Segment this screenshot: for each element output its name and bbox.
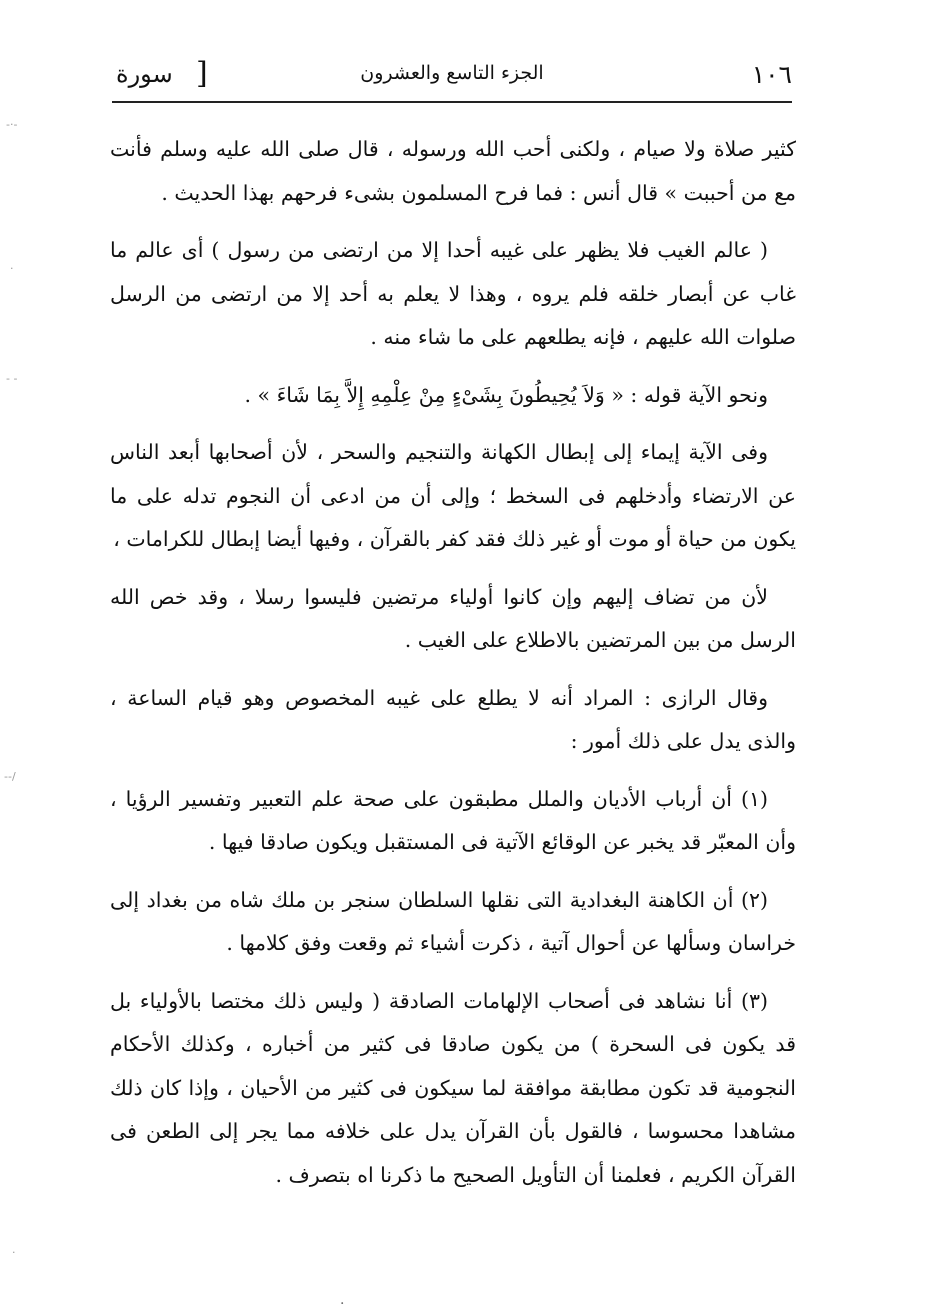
paragraph-7: (١) أن أرباب الأديان والملل مطبقون على صحة علم التعبير وتفسير الرؤيا ، وأن المعبّر قد يخبر عن الوقائع الآتية فى المستقبل ويكون صادقا فيها . xyxy=(110,786,796,854)
surah-label: سورة xyxy=(116,60,173,88)
body-text xyxy=(110,128,796,1211)
paragraph-8: (٢) أن الكاهنة البغدادية التى نقلها السلطان سنجر بن ملك شاه من بغداد إلى خراسان وسألها عن أحوال آتية ، ذكرت أشياء ثم وقعت وفق كلامها . xyxy=(110,887,796,955)
running-header xyxy=(112,58,792,98)
scan-mark: · xyxy=(340,1296,345,1312)
surah-bracket: [ xyxy=(196,56,208,91)
paragraph-2: ( عالم الغيب فلا يظهر على غيبه أحدا إلا من ارتضى من رسول ) أى عالم ما غاب عن أبصار خلقه فلم يروه ، وهذا لا يعلم به أحد إلا من ارتضى من الرسل صلوات الله عليهم ، فإنه يطلعهم على ما شاء منه . xyxy=(110,238,796,349)
paragraph-4: وفى الآية إيماء إلى إبطال الكهانة والتنجيم والسحر ، لأن أصحابها أبعد الناس عن الارتضاء وأدخلهم فى السخط ؛ وإلى أن من ادعى أن النجوم تدله على ما يكون من حياة أو موت أو غير ذلك فقد كفر بالقرآن ، وفيها أيضا إبطال للكرامات ، xyxy=(110,440,796,551)
scan-mark: · xyxy=(10,262,14,275)
paragraph-6: وقال الرازى : المراد أنه لا يطلع على غيبه المخصوص وهو قيام الساعة ، والذى يدل على ذلك أمور : xyxy=(110,685,796,753)
paragraph-1: كثير صلاة ولا صيام ، ولكنى أحب الله ورسوله ، قال صلى الله عليه وسلم فأنت مع من أحببت » قال أنس : فما فرح المسلمون بشىء فرحهم بهذا الحديث . xyxy=(110,137,796,205)
scan-mark: · xyxy=(12,1246,16,1259)
header-rule xyxy=(112,101,792,103)
part-title: الجزء التاسع والعشرون xyxy=(360,62,544,84)
page-number: ١٠٦ xyxy=(751,60,792,89)
paragraph-5: لأن من تضاف إليهم وإن كانوا أولياء مرتضين فليسوا رسلا ، وقد خص الله الرسل من بين المرتضين بالاطلاع على الغيب . xyxy=(110,584,796,652)
scan-mark: ‐ ‐ xyxy=(6,372,18,385)
scan-mark: ‐‐/ xyxy=(4,770,16,783)
paragraph-3: ونحو الآية قوله : « وَلاَ يُحِيطُونَ بِشَىْءٍ مِنْ عِلْمِهِ إِلاَّ بِمَا شَاءَ » . xyxy=(244,382,768,407)
scan-mark: ‐·‐ xyxy=(6,118,18,131)
paragraph-9: (٣) أنا نشاهد فى أصحاب الإلهامات الصادقة ( وليس ذلك مختصا بالأولياء بل قد يكون فى السحرة ) من يكون صادقا فى كثير من أخباره ، وكذلك الأحكام النجومية قد تكون مطابقة موافقة لما سيكون فى كثير من الأحيان ، وإذا كان ذلك مشاهدا محسوسا ، فالقول بأن القرآن يدل على خلافه مما يجر إلى الطعن فى القرآن الكريم ، فعلمنا أن التأويل الصحيح ما ذكرنا اه بتصرف . xyxy=(110,988,796,1187)
